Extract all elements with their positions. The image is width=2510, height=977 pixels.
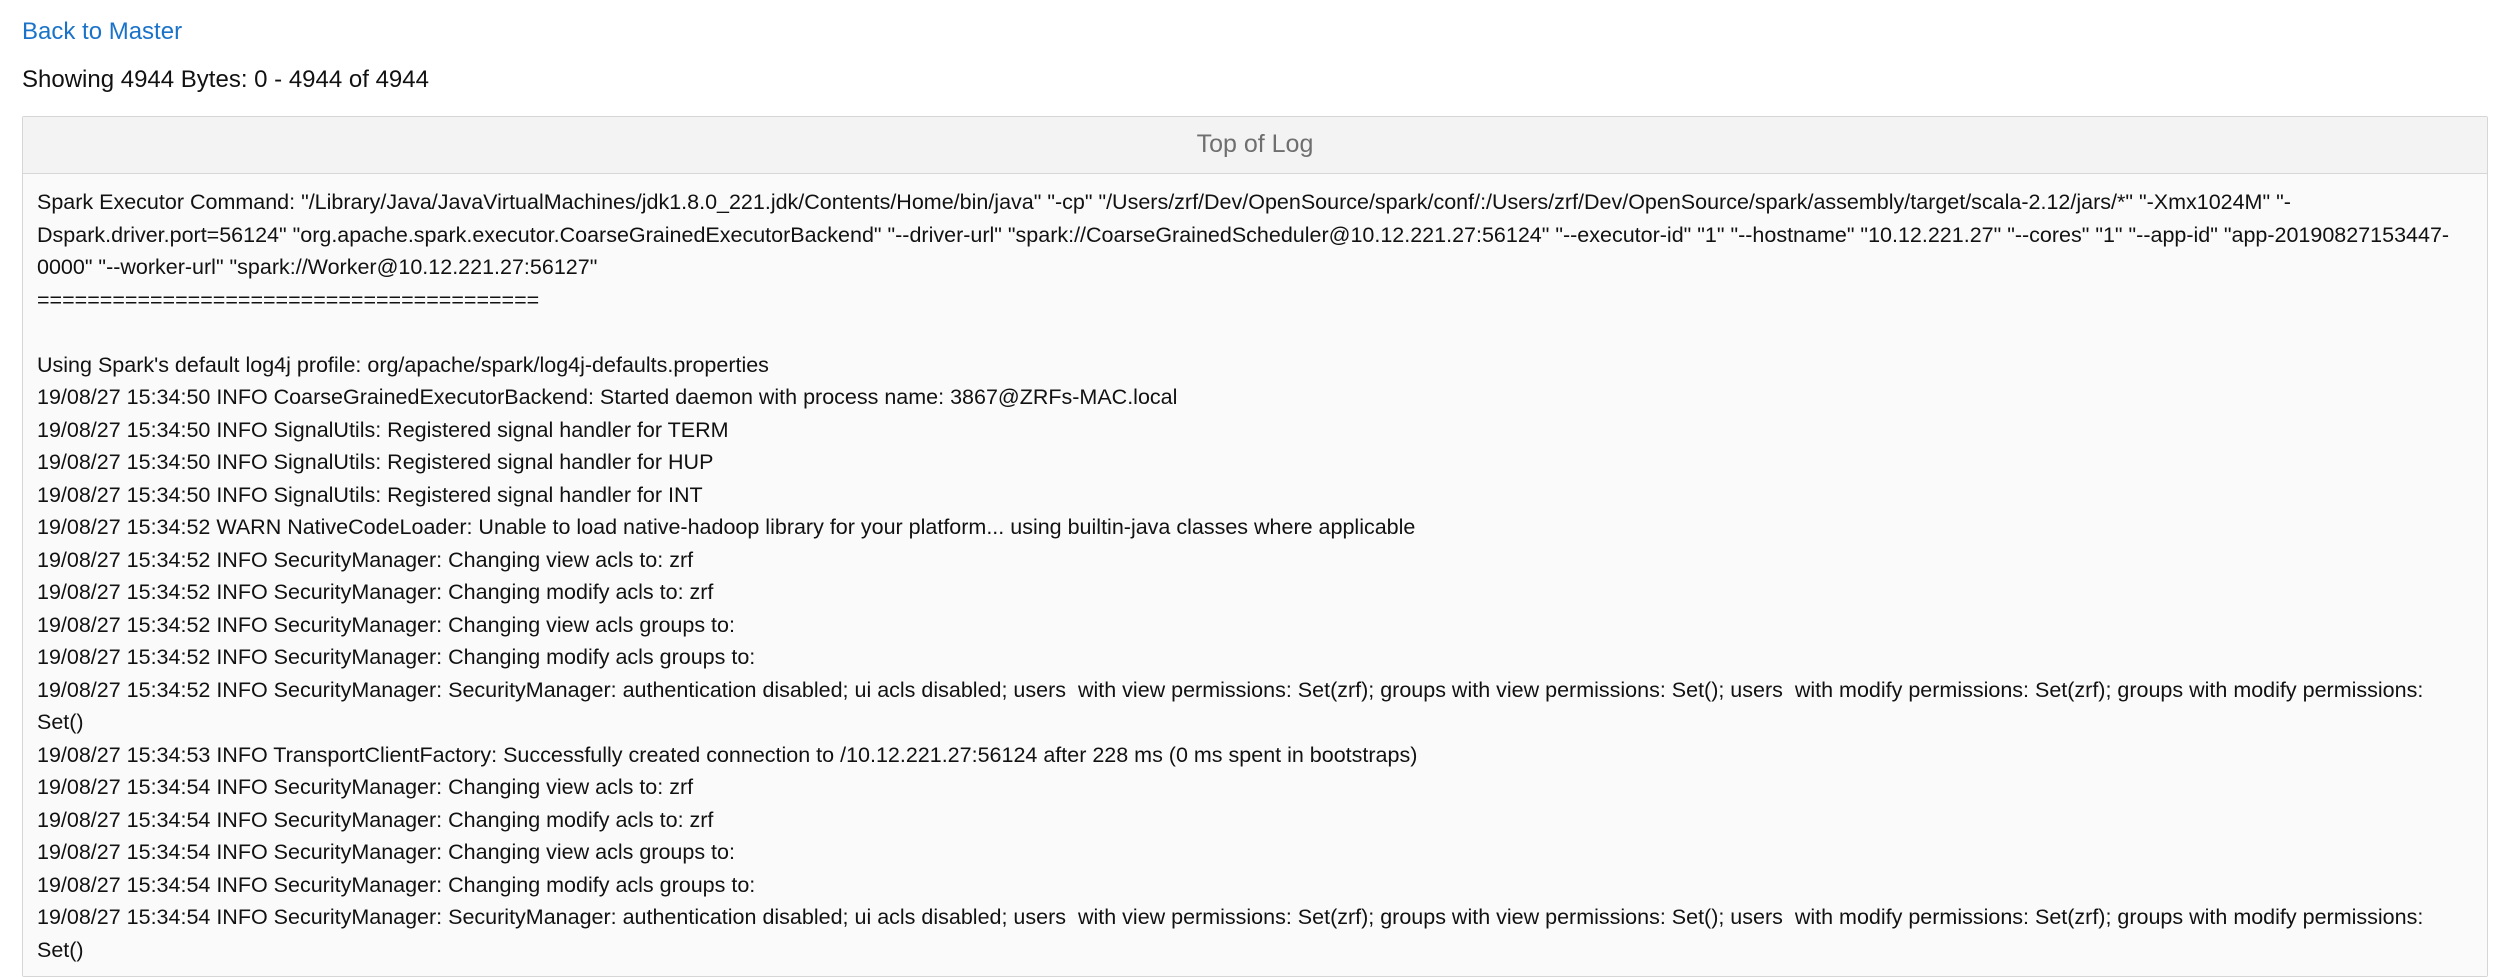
log-line: Using Spark's default log4j profile: org/apache/spark/log4j-defaults.properties xyxy=(37,352,769,377)
log-line: 19/08/27 15:34:54 INFO SecurityManager: Changing modify acls to: zrf xyxy=(37,807,714,832)
log-panel xyxy=(22,116,2488,977)
log-line: 19/08/27 15:34:50 INFO CoarseGrainedExecutorBackend: Started daemon with process name: 3867@ZRFs-MAC.local xyxy=(37,385,1178,409)
log-line: 19/08/27 15:34:54 INFO SecurityManager: SecurityManager: authentication disabled; ui acls disabled; users with view permissions: Set(zrf); groups with view permissions: Set(); users with modify permissions: Set(zrf); groups with modify permissions: Set() xyxy=(37,905,2430,962)
log-line: 19/08/27 15:34:52 INFO SecurityManager: Changing view acls groups to: xyxy=(37,612,735,637)
log-line: 19/08/27 15:34:50 INFO SignalUtils: Registered signal handler for INT xyxy=(37,482,703,507)
log-panel-header: Top of Log xyxy=(23,117,2487,174)
log-line: 19/08/27 15:34:54 INFO SecurityManager: Changing modify acls groups to: xyxy=(37,872,756,897)
log-line: 19/08/27 15:34:52 WARN NativeCodeLoader: Unable to load native-hadoop library for your platform... using builtin-java classes where applicable xyxy=(37,515,1416,539)
log-line: 19/08/27 15:34:52 INFO SecurityManager: Changing modify acls groups to: xyxy=(37,645,756,669)
log-line: 19/08/27 15:34:53 INFO TransportClientFactory: Successfully created connection to /10.12.221.27:56124 after 228 ms (0 ms spent in bootstraps) xyxy=(37,742,1418,767)
log-line: 19/08/27 15:34:52 INFO SecurityManager: SecurityManager: authentication disabled; ui acls disabled; users with view permissions: Set(zrf); groups with view permissions: Set(); users with modify permissions: Set(zrf); groups with modify permissions: Set() xyxy=(37,677,2430,734)
log-line: 19/08/27 15:34:50 INFO SignalUtils: Registered signal handler for TERM xyxy=(37,417,729,442)
log-line: 19/08/27 15:34:54 INFO SecurityManager: Changing view acls to: zrf xyxy=(37,775,694,799)
log-line: ======================================== xyxy=(37,287,540,312)
byte-range-status: Showing 4944 Bytes: 0 - 4944 of 4944 xyxy=(22,66,429,93)
log-line: 19/08/27 15:34:54 INFO SecurityManager: Changing view acls groups to: xyxy=(37,840,735,864)
log-line: 19/08/27 15:34:52 INFO SecurityManager: Changing view acls to: zrf xyxy=(37,547,694,572)
log-line: 19/08/27 15:34:50 INFO SignalUtils: Registered signal handler for HUP xyxy=(37,450,714,474)
log-line: Spark Executor Command: "/Library/Java/JavaVirtualMachines/jdk1.8.0_221.jdk/Contents/Home/bin/java" "-cp" "/Users/zrf/Dev/OpenSource/spark/conf/:/Users/zrf/Dev/OpenSource/spark/assembly/target/scala-2.12/jars/*" "-Xmx1024M" "-Dspark.driver.port=56124" "org.apache.spark.executor.CoarseGrainedExecutorBackend" "--driver-url" "spark://CoarseGrainedScheduler@10.12.221.27:56124" "--executor-id" "1" "--hostname" "10.12.221.27" "--cores" "1" "--app-id" "app-20190827153447-0000" "--worker-url" "spark://Worker@10.12.221.27:56127" xyxy=(37,190,2450,279)
log-line xyxy=(37,316,2473,349)
back-to-master-link[interactable]: Back to Master xyxy=(22,18,183,45)
log-line: 19/08/27 15:34:52 INFO SecurityManager: Changing modify acls to: zrf xyxy=(37,580,714,604)
log-content[interactable] xyxy=(23,174,2487,976)
